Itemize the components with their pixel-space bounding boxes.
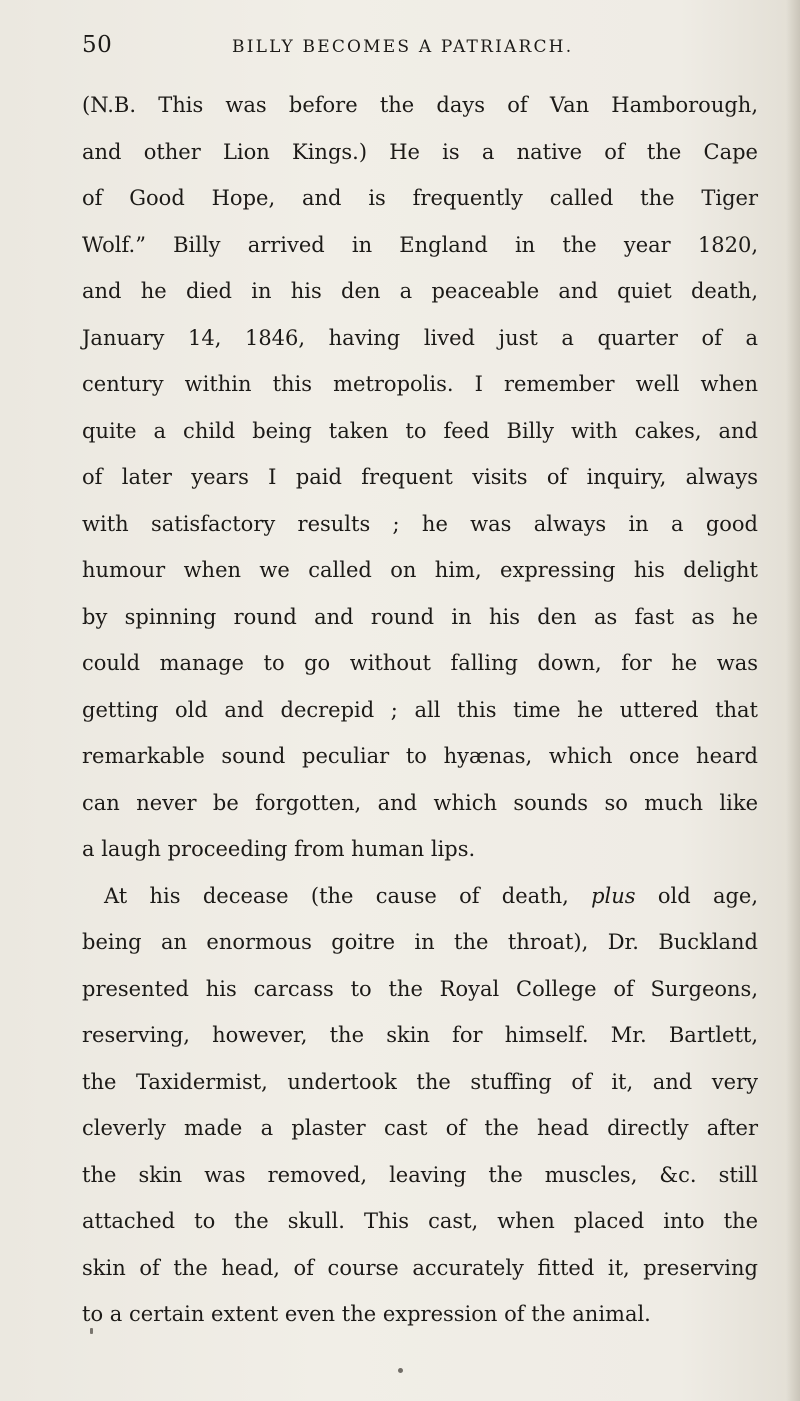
text-line: getting old and decrepid ; all this time he uttered that xyxy=(82,697,758,722)
text-line: to a certain extent even the expression of the animal. xyxy=(82,1302,651,1326)
text-line: (N.B. This was before the days of Van Hamborough, xyxy=(82,93,758,117)
text-line: attached to the skull. This cast, when placed into the xyxy=(82,1209,758,1233)
running-head: BILLY BECOMES A PATRIARCH. xyxy=(232,37,574,57)
text-line: of later years I paid frequent visits of inquiry, always xyxy=(82,465,758,489)
text-line: cleverly made a plaster cast of the head directly after xyxy=(82,1116,758,1140)
page-number: 50 xyxy=(82,32,113,58)
text-line: presented his carcass to the Royal College of Surgeons, xyxy=(82,976,758,1001)
text-line: and other Lion Kings.) He is a native of the Cape xyxy=(82,139,758,164)
text-line: being an enormous goitre in the throat), Dr. Buckland xyxy=(82,930,758,954)
text-line: century within this metropolis. I remember well when xyxy=(82,372,758,396)
text-line: January 14, 1846, having lived just a quarter of a xyxy=(82,325,758,350)
text-line: could manage to go without falling down, for he was xyxy=(82,651,758,675)
text-line: the Taxidermist, undertook the stuffing of it, and very xyxy=(82,1069,758,1094)
text-line: quite a child being taken to feed Billy with cakes, and xyxy=(82,418,758,443)
print-dot xyxy=(398,1368,403,1373)
text-line: by spinning round and round in his den as fast as he xyxy=(82,604,758,629)
text-line: the skin was removed, leaving the muscles, &c. still xyxy=(82,1162,758,1187)
paragraph-first-line: At his decease (the cause of death, plus old age, xyxy=(104,883,759,908)
text-line: reserving, however, the skin for himself. Mr. Bartlett, xyxy=(82,1023,758,1047)
text-line: humour when we called on him, expressing his delight xyxy=(82,558,758,582)
text-line: of Good Hope, and is frequently called the Tiger xyxy=(82,186,758,210)
page-header xyxy=(82,30,758,60)
body-text xyxy=(82,82,758,1338)
text-line: can never be forgotten, and which sounds so much like xyxy=(82,790,758,815)
page-edge-shadow xyxy=(786,0,800,1401)
text-line: Wolf.” Billy arrived in England in the year 1820, xyxy=(82,232,758,257)
text-line: a laugh proceeding from human lips. xyxy=(82,837,476,861)
text-line: remarkable sound peculiar to hyænas, which once heard xyxy=(82,744,758,768)
text-line: and he died in his den a peaceable and quiet death, xyxy=(82,279,758,303)
text-line: with satisfactory results ; he was always in a good xyxy=(82,511,758,536)
text-line: skin of the head, of course accurately fitted it, preserving xyxy=(82,1255,758,1280)
print-speck xyxy=(90,1328,93,1334)
